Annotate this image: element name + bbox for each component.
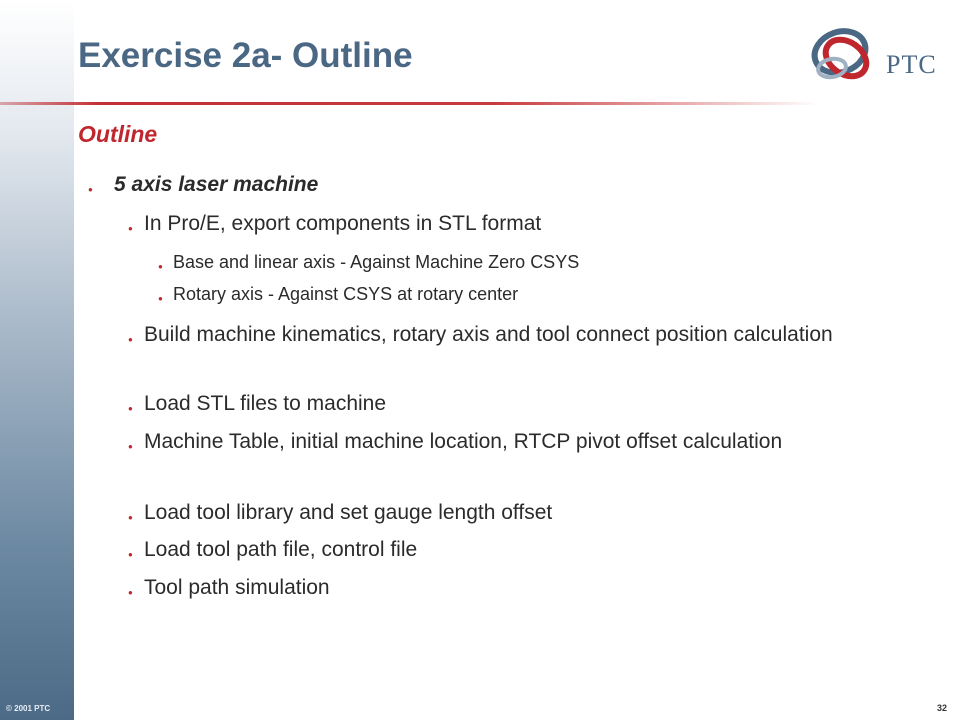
bullet-item-level3: Rotary axis - Against CSYS at rotary center [173, 284, 519, 304]
slide-title: Exercise 2a- Outline [78, 36, 413, 75]
bullet-item-level2: Machine Table, initial machine location, RTCP pivot offset calculation [144, 430, 783, 453]
bullet-item-level2: Build machine kinematics, rotary axis and tool connect position calculation [144, 323, 833, 346]
bullet-dot-icon: ● [128, 224, 133, 233]
copyright-footer: © 2001 PTC [6, 704, 51, 713]
band-curve-decoration [0, 0, 140, 720]
bullet-dot-icon: ● [128, 335, 133, 344]
outline-heading: Outline [78, 121, 158, 147]
bullet-dot-icon: ● [128, 404, 133, 413]
logo-text: PTC [886, 50, 937, 79]
bullet-item-level2: Load tool library and set gauge length offset [144, 501, 553, 524]
title-underline-rule [0, 102, 820, 105]
bullet-item-level2: Load tool path file, control file [144, 538, 418, 561]
bullet-item-level3: Base and linear axis - Against Machine Zero CSYS [173, 252, 580, 272]
bullet-item-level2: Tool path simulation [144, 576, 330, 599]
bullet-dot-icon: ● [158, 262, 163, 271]
bullet-dot-icon: ● [88, 185, 93, 194]
ptc-logo [802, 18, 952, 98]
bullet-dot-icon: ● [128, 550, 133, 559]
page-number: 32 [937, 703, 948, 713]
bullet-item-level2: Load STL files to machine [144, 392, 387, 415]
bullet-dot-icon: ● [128, 442, 133, 451]
bullet-dot-icon: ● [158, 294, 163, 303]
bullet-dot-icon: ● [128, 513, 133, 522]
bullet-dot-icon: ● [128, 588, 133, 597]
bullet-item-level2: In Pro/E, export components in STL format [144, 212, 542, 235]
ptc-logo-icon [802, 18, 882, 98]
bullet-item-level1: 5 axis laser machine [114, 173, 319, 196]
